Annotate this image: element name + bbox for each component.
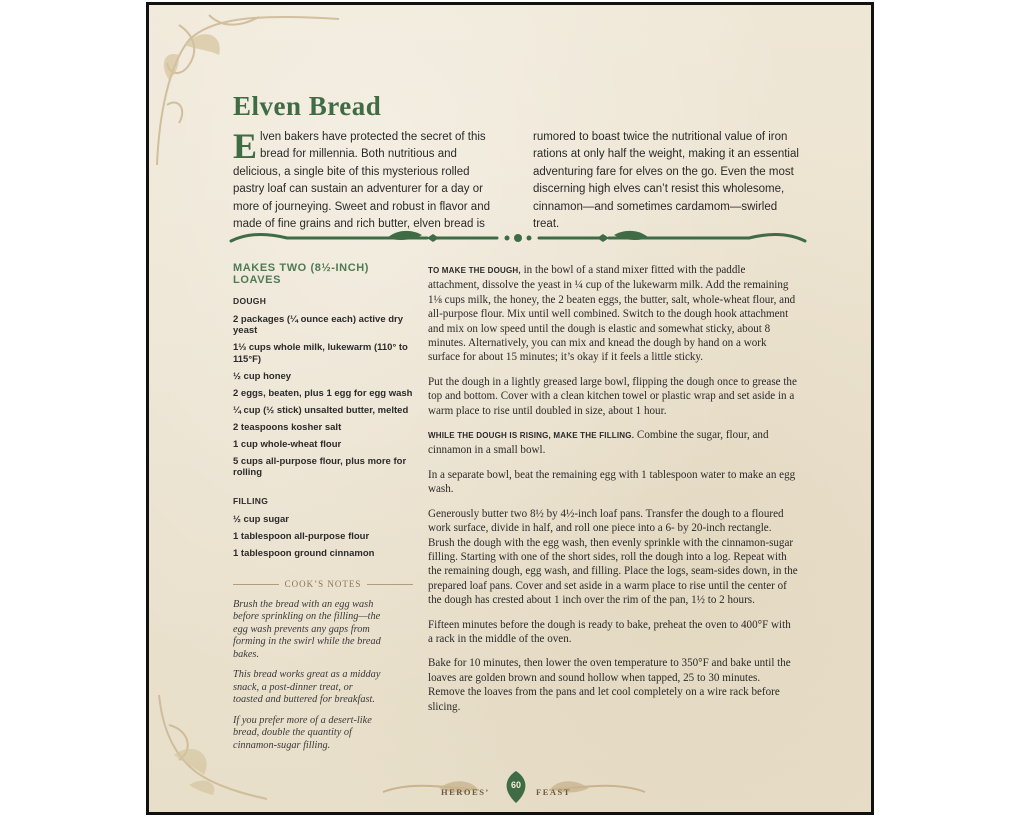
- step-text: In a separate bowl, beat the remaining egg with 1 tablespoon water to make an egg wash.: [428, 468, 796, 496]
- step-text: Fifteen minutes before the dough is ready to bake, preheat the oven to 400°F with a rack in the middle of the oven.: [428, 618, 791, 645]
- ingredient-item: 5 cups all-purpose flour, plus more for rolling: [233, 455, 407, 478]
- step-lead: WHILE THE DOUGH IS RISING, MAKE THE FILLING.: [428, 431, 635, 441]
- ingredients-sidebar: [233, 263, 413, 760]
- cooks-notes-header: [233, 579, 413, 591]
- ingredient-item: ½ cup honey: [233, 370, 292, 382]
- recipe-title: Elven Bread: [233, 91, 382, 121]
- method-step: [428, 375, 798, 418]
- method-step: [428, 468, 798, 497]
- page-footer: [149, 770, 871, 806]
- ingredient-item: 1 cup whole-wheat flour: [233, 438, 342, 450]
- ingredient-item: 1⅓ cups whole milk, lukewarm (110° to 115°F): [233, 342, 408, 365]
- notes-rule-left: [233, 584, 279, 585]
- ingredient-item: 2 packages (¼ ounce each) active dry yeast: [233, 313, 404, 336]
- filling-heading: FILLING: [233, 496, 269, 506]
- ingredient-item: 1 tablespoon ground cinnamon: [233, 547, 375, 559]
- footer-left-word: HEROES’: [441, 787, 490, 797]
- page-number: 60: [510, 780, 521, 790]
- method-step: [428, 263, 798, 365]
- method-step: [428, 428, 798, 458]
- step-text: Combine the sugar, flour, and cinnamon in a small bowl.: [428, 429, 769, 457]
- footer-right-word: FEAST: [536, 787, 571, 797]
- intro-paragraph: [233, 126, 803, 233]
- cooks-note: If you prefer more of a desert-like bread, double the quantity of cinnamon-sugar filling.: [233, 714, 372, 751]
- ingredient-item: ¼ cup (½ stick) unsalted butter, melted: [233, 404, 409, 416]
- step-text: Put the dough in a lightly greased large bowl, flipping the dough once to grease the top and bottom. Cover with a clean kitchen towel or plastic wrap and set aside in a warm place to rise until doubled in size, about 1 hour.: [428, 375, 797, 417]
- dough-heading: DOUGH: [233, 296, 267, 306]
- ingredient-item: 2 eggs, beaten, plus 1 egg for egg wash: [233, 387, 413, 399]
- intro-dropcap: E: [233, 126, 258, 166]
- intro-text: lven bakers have protected the secret of this bread for millennia. Both nutritious and delicious, a single bite of this mysterious rolled pastry loaf can sustain an adventurer for a day or more of journeying. Sweet and robust in flavor and made of fine grains and rich butter, elven bread is rumored to boast twice the nutritional value of iron rations at only half the weight, making it an essential adventuring fare for elves on the go. Even the most discerning high elves can’t resist this wholesome, cinnamon—and sometimes cardamom—swirled treat.: [233, 131, 799, 231]
- cooks-notes-title: COOK’S NOTES: [284, 579, 362, 589]
- cooks-note: This bread works great as a midday snack, a post-dinner treat, or toasted and buttered for breakfast.: [233, 669, 381, 705]
- ingredient-item: 1 tablespoon all-purpose flour: [233, 530, 370, 542]
- step-lead: TO MAKE THE DOUGH,: [428, 266, 521, 275]
- ingredient-item: ½ cup sugar: [233, 513, 289, 525]
- step-text: in the bowl of a stand mixer fitted with the paddle attachment, dissolve the yeast in ¼ cup of the lukewarm milk. Add the remaining 1⅛ cups milk, the honey, the 2 beaten eggs, the butter, salt, whole-wheat flour, and all-purpose flour. Mix until well combined. Switch to the dough hook attachment and mix on low speed until the dough is elastic and somewhat sticky, about 8 minutes. Alternatively, you can mix and knead the dough by hand on a work surface for about 15 minutes; it’s okay if it feels a little sticky.: [428, 264, 796, 364]
- section-divider: [227, 229, 809, 249]
- cooks-note: Brush the bread with an egg wash before sprinkling on the filling—the egg wash prevents any gaps from forming in the swirl while the bread bakes.: [233, 598, 381, 660]
- recipe-yield: MAKES TWO (8½-INCH) LOAVES: [233, 262, 370, 286]
- ingredient-item: 2 teaspoons kosher salt: [233, 421, 342, 433]
- step-text: Generously butter two 8½ by 4½-inch loaf pans. Transfer the dough to a floured work surface, divide in half, and roll one piece into a 6- by 20-inch rectangle. Brush the dough with the egg wash, then evenly sprinkle with the cinnamon-sugar filling. Starting with one of the short sides, roll the dough into a log. Repeat with the remaining dough, egg wash, and filling. Place the logs, seam-sides down, in the prepared loaf pans. Cover and set aside in a warm place to rise until the center of the dough has crested about 1 inch over the rim of the pan, 1½ to 2 hours.: [428, 507, 798, 607]
- cookbook-page: [146, 2, 874, 815]
- notes-rule-right: [367, 584, 413, 585]
- method-step: [428, 618, 798, 647]
- method-column: [428, 263, 798, 724]
- step-text: Bake for 10 minutes, then lower the oven temperature to 350°F and bake until the loaves are golden brown and sound hollow when tapped, 25 to 30 minutes. Remove the loaves from the pans and let cool completely on a wire rack before slicing.: [428, 657, 791, 713]
- method-step: [428, 507, 798, 608]
- method-step: [428, 656, 798, 714]
